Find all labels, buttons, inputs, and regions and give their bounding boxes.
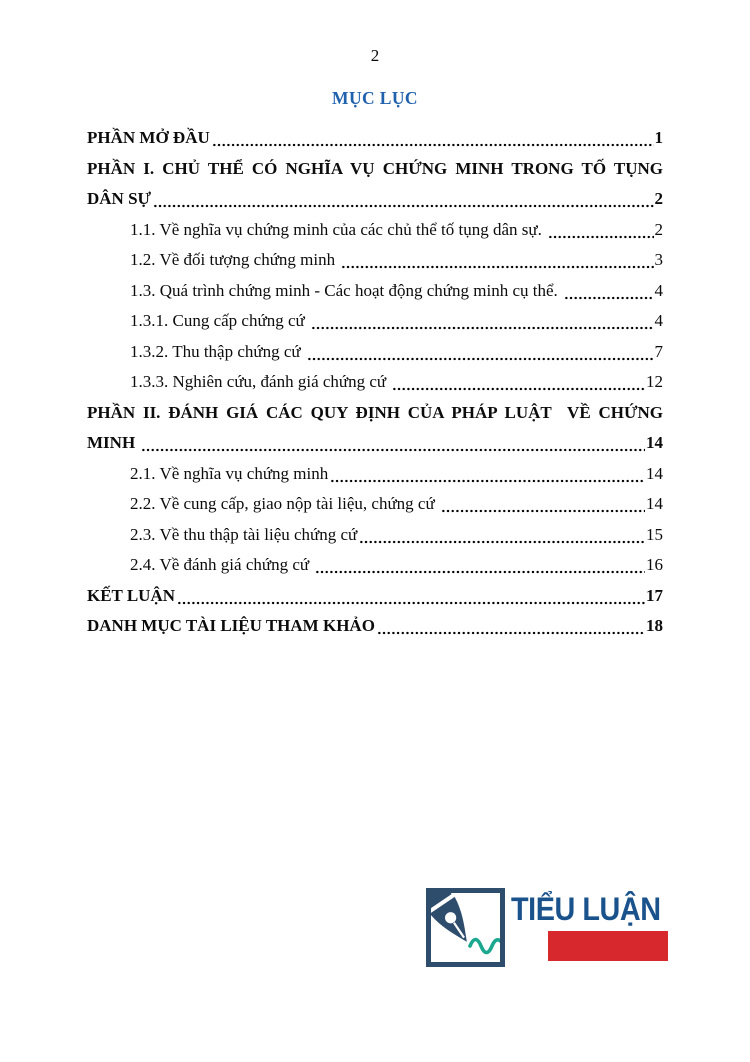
dot-leader [153,184,653,215]
dot-leader [330,459,645,490]
toc-entry-text: MINH [87,433,140,452]
toc-entry-text: 1.2. Về đối tượng chứng minh [130,250,340,269]
toc-title: MỤC LỤC [332,88,418,108]
toc-entry-text: 2.2. Về cung cấp, giao nộp tài liệu, chứng cứ [130,494,439,513]
toc-page-number: 14 [646,433,663,452]
toc-entry-text: DANH MỤC TÀI LIỆU THAM KHẢO [87,616,375,635]
logo-subtitle [548,931,709,992]
dot-leader [177,581,645,612]
toc-page-number: 3 [654,250,663,269]
table-of-contents [87,123,663,642]
toc-entry [87,276,663,307]
toc-entry [87,520,663,551]
toc-line [130,520,663,551]
toc-line [130,337,663,368]
wave-stroke [470,940,500,953]
toc-entry [87,215,663,246]
toc-line [130,245,663,276]
toc-entry-text: 1.3.2. Thu thập chứng cứ [130,341,305,361]
toc-entry [87,398,663,459]
dot-leader [311,306,654,337]
toc-page-number: 17 [646,585,663,605]
toc-page-number: 18 [646,616,663,635]
toc-entry [87,245,663,276]
dot-leader [359,520,645,551]
dot-leader [441,489,645,520]
toc-entry-text: 2.3. Về thu thập tài liệu chứng cứ [130,524,358,544]
toc-entry [87,611,663,642]
toc-page-number: 7 [654,341,663,361]
toc-entry [87,306,663,337]
toc-entry-text: 1.3. Quá trình chứng minh - Các hoạt động chứng minh cụ thể. [130,280,563,300]
dot-leader [392,367,645,398]
toc-entry [87,154,663,215]
toc-entry-text: PHẦN I. CHỦ THỂ CÓ NGHĨA VỤ CHỨNG MINH TRONG TỐ TỤNG [87,158,663,178]
toc-line [87,398,663,429]
toc-entry-text: 2.4. Về đánh giá chứng cứ [130,555,314,574]
toc-page-number: 2 [654,189,663,208]
toc-page-number: 4 [654,280,663,300]
page-number: 2 [370,46,380,65]
toc-page-number: 14 [646,463,663,483]
dot-leader [315,550,645,581]
toc-entry [87,367,663,398]
toc-entry-text: DÂN SỰ [87,189,152,208]
toc-entry-text: 1.3.1. Cung cấp chứng cứ [130,311,309,330]
brand-logo [426,888,709,992]
dot-leader [141,428,645,459]
logo-subtitle-text: NGÀNH LUẬT [594,962,709,992]
toc-entry-text: 1.3.3. Nghiên cứu, đánh giá chứng cứ [130,372,391,391]
toc-page-number: 14 [646,494,663,513]
toc-entry [87,337,663,368]
dot-leader [212,123,654,154]
toc-entry-text: PHẦN MỞ ĐẦU [87,128,210,147]
toc-entry-text: 2.1. Về nghĩa vụ chứng minh [130,463,329,483]
toc-entry-text: KẾT LUẬN [87,585,176,605]
dot-leader [341,245,653,276]
toc-page-number: 15 [646,524,663,544]
toc-line [130,550,663,581]
dot-leader [548,215,653,246]
dot-leader [377,611,645,642]
toc-entry [87,581,663,612]
toc-line [130,276,663,307]
dot-leader [307,337,654,368]
toc-page-number: 16 [646,555,663,574]
toc-line [87,611,663,642]
toc-entry [87,123,663,154]
toc-entry [87,550,663,581]
toc-line [87,123,663,154]
logo-title: TIỂU LUẬN [511,891,661,927]
toc-page-number: 12 [646,372,663,391]
toc-page-number: 4 [654,311,663,330]
toc-line [87,581,663,612]
toc-entry-text: PHẦN II. ĐÁNH GIÁ CÁC QUY ĐỊNH CỦA PHÁP LUẬT VỀ CHỨNG [87,402,663,422]
toc-line [130,306,663,337]
toc-line [130,215,663,246]
toc-line [130,459,663,490]
toc-page-number: 1 [654,128,663,147]
dot-leader [564,276,653,307]
toc-entry-text: 1.1. Về nghĩa vụ chứng minh của các chủ thể tố tụng dân sự. [130,219,547,239]
toc-line [87,154,663,185]
toc-page-number: 2 [654,219,663,239]
toc-entry [87,459,663,490]
pen-icon [426,888,505,967]
toc-line [130,367,663,398]
toc-entry [87,489,663,520]
toc-line [87,428,663,459]
toc-line [87,184,663,215]
toc-line [130,489,663,520]
